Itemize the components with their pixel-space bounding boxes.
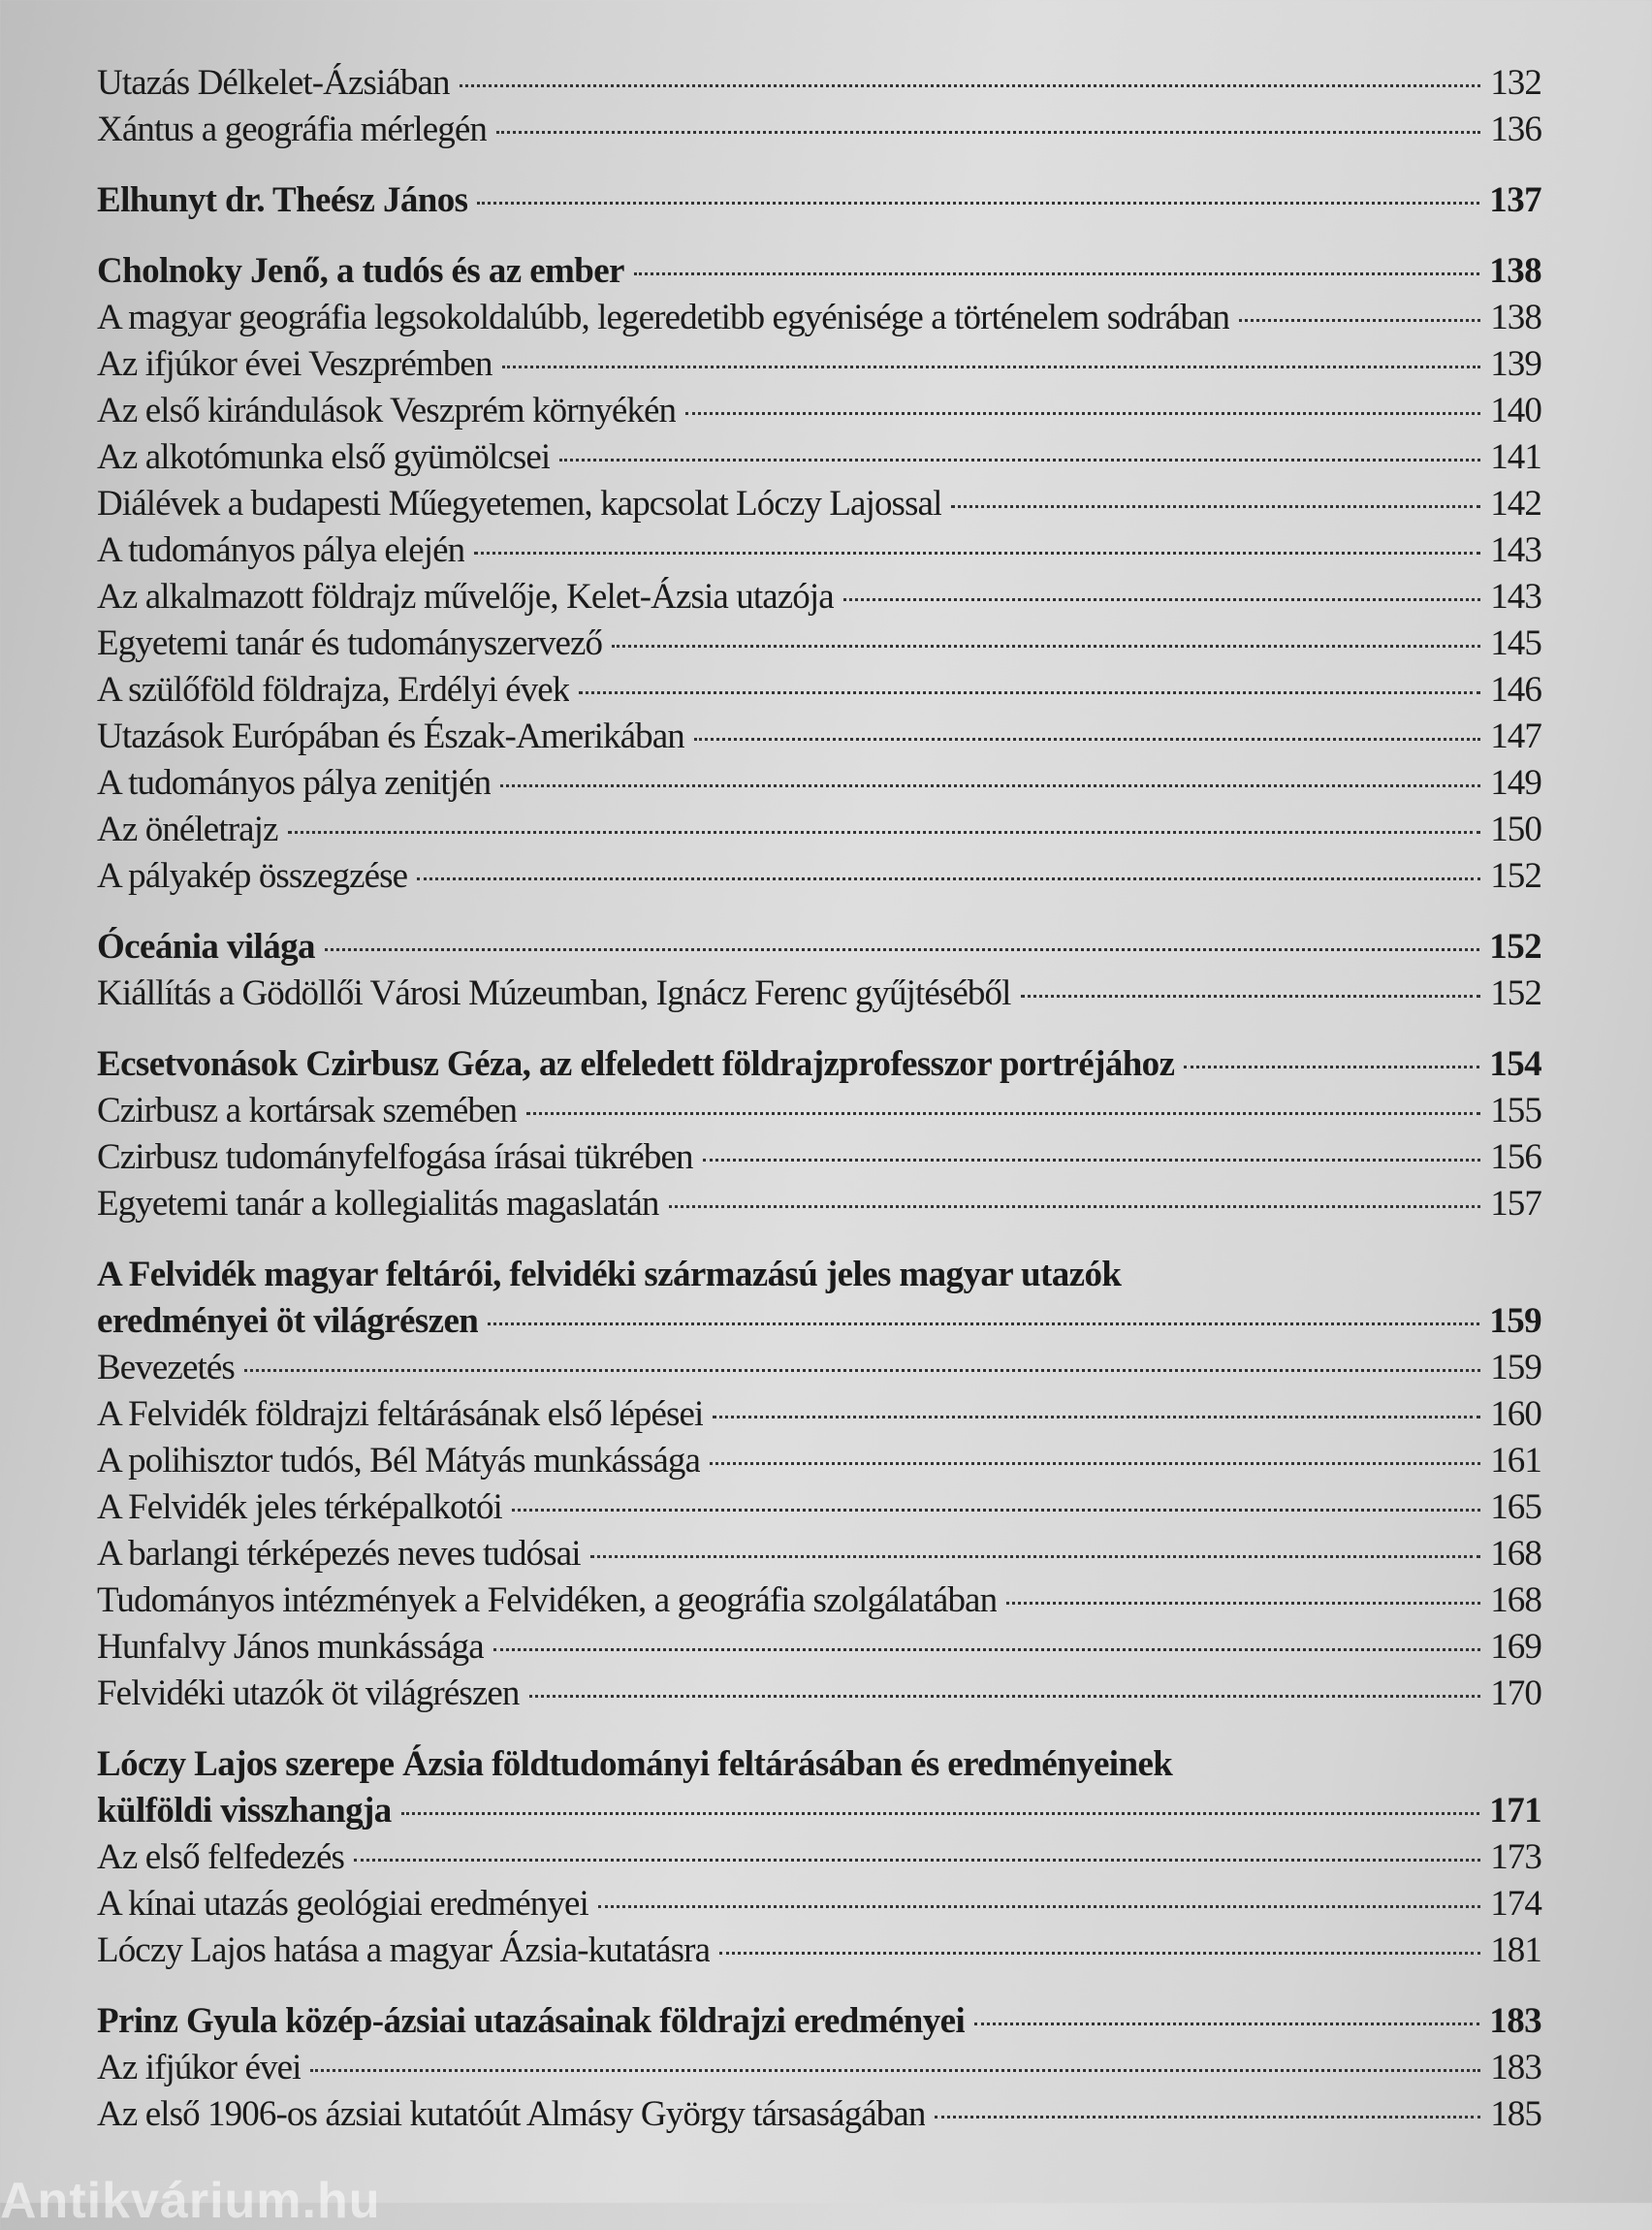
dot-leader bbox=[598, 1905, 1480, 1908]
page-number: 160 bbox=[1490, 1394, 1541, 1434]
toc-entry-title: Felvidéki utazók öt világrészen bbox=[97, 1673, 520, 1713]
dot-leader bbox=[669, 1205, 1481, 1208]
toc-entry[interactable] bbox=[97, 1531, 1541, 1577]
toc-entry-title: A pályakép összegzése bbox=[97, 856, 408, 896]
dot-leader bbox=[612, 645, 1480, 648]
dot-leader bbox=[310, 2069, 1480, 2072]
page-number: 150 bbox=[1490, 810, 1541, 849]
page-number: 152 bbox=[1490, 856, 1541, 896]
dot-leader bbox=[477, 202, 1479, 205]
toc-entry[interactable] bbox=[97, 1345, 1541, 1391]
toc-entry-title: Az ifjúkor évei Veszprémben bbox=[97, 344, 492, 384]
section-heading-entry[interactable] bbox=[97, 248, 1541, 295]
page-number: 154 bbox=[1489, 1044, 1541, 1084]
toc-entry-title: Czirbusz a kortársak szemében bbox=[97, 1091, 518, 1131]
page-number: 183 bbox=[1490, 2048, 1541, 2087]
dot-leader bbox=[579, 691, 1480, 694]
dot-leader bbox=[1006, 1602, 1480, 1605]
page-number: 145 bbox=[1490, 623, 1541, 663]
toc-entry[interactable] bbox=[97, 853, 1541, 900]
toc-entry-title: A polihisztor tudós, Bél Mátyás munkássága bbox=[97, 1441, 700, 1481]
toc-entry[interactable] bbox=[97, 971, 1541, 1017]
toc-entry[interactable] bbox=[97, 527, 1541, 574]
dot-leader bbox=[325, 948, 1479, 951]
toc-entry-title: Utazások Európában és Észak-Amerikában bbox=[97, 717, 684, 756]
section-heading-entry[interactable] bbox=[97, 1298, 1541, 1345]
toc-entry[interactable] bbox=[97, 1834, 1541, 1881]
toc-entry-title: Az alkotómunka első gyümölcsei bbox=[97, 437, 551, 477]
dot-leader bbox=[559, 459, 1480, 462]
dot-leader bbox=[710, 1462, 1480, 1465]
toc-entry[interactable] bbox=[97, 1181, 1541, 1227]
dot-leader bbox=[502, 366, 1481, 368]
page-number: 142 bbox=[1490, 484, 1541, 524]
section-heading-title: eredményei öt világrészen bbox=[97, 1301, 479, 1341]
toc-entry[interactable] bbox=[97, 714, 1541, 760]
dot-leader bbox=[288, 831, 1481, 834]
toc-entry[interactable] bbox=[97, 667, 1541, 714]
toc-entry[interactable] bbox=[97, 1438, 1541, 1484]
toc-entry-title: Bevezetés bbox=[97, 1348, 235, 1387]
dot-leader bbox=[401, 1812, 1480, 1815]
toc-entry-title: Egyetemi tanár a kollegialitás magaslatán bbox=[97, 1184, 659, 1224]
section-heading-title: külföldi visszhangja bbox=[97, 1791, 392, 1831]
toc-entry-title: Az első kirándulások Veszprém környékén bbox=[97, 391, 677, 430]
dot-leader bbox=[526, 1112, 1480, 1115]
toc-entry[interactable] bbox=[97, 2091, 1541, 2138]
section-heading-entry[interactable] bbox=[97, 1998, 1541, 2045]
toc-entry[interactable] bbox=[97, 1927, 1541, 1974]
page-number: 132 bbox=[1490, 63, 1541, 103]
dot-leader bbox=[529, 1695, 1481, 1698]
toc-entry[interactable] bbox=[97, 1881, 1541, 1927]
toc-entry[interactable] bbox=[97, 388, 1541, 434]
section-heading-title: Cholnoky Jenő, a tudós és az ember bbox=[97, 251, 624, 291]
page-number: 152 bbox=[1489, 927, 1541, 967]
dot-leader bbox=[703, 1159, 1481, 1162]
section-heading-entry[interactable] bbox=[97, 177, 1541, 224]
page-number: 174 bbox=[1490, 1884, 1541, 1924]
toc-entry-title: A barlangi térképezés neves tudósai bbox=[97, 1534, 581, 1574]
toc-entry[interactable] bbox=[97, 481, 1541, 527]
page-number: 137 bbox=[1489, 180, 1541, 220]
dot-leader bbox=[1021, 995, 1481, 998]
page-number: 183 bbox=[1489, 2001, 1541, 2041]
toc-entry-title: A tudományos pálya zenitjén bbox=[97, 763, 492, 803]
dot-leader bbox=[1239, 319, 1480, 322]
page-number: 185 bbox=[1490, 2094, 1541, 2134]
page-number: 159 bbox=[1490, 1348, 1541, 1387]
toc-entry-title: A Felvidék földrajzi feltárásának első lépései bbox=[97, 1394, 704, 1434]
page-number: 140 bbox=[1490, 391, 1541, 430]
dot-leader bbox=[417, 877, 1480, 880]
toc-entry-title: Lóczy Lajos hatása a magyar Ázsia-kutatásra bbox=[97, 1930, 711, 1970]
toc-entry[interactable] bbox=[97, 1391, 1541, 1438]
dot-leader bbox=[244, 1369, 1480, 1372]
section-heading-entry[interactable] bbox=[97, 924, 1541, 971]
toc-entry[interactable] bbox=[97, 807, 1541, 853]
toc-entry-title: Tudományos intézmények a Felvidéken, a geográfia szolgálatában bbox=[97, 1580, 998, 1620]
page-number: 138 bbox=[1490, 298, 1541, 337]
toc-entry-title: Egyetemi tanár és tudományszervező bbox=[97, 623, 603, 663]
page-number: 168 bbox=[1490, 1580, 1541, 1620]
page-number: 169 bbox=[1490, 1627, 1541, 1667]
dot-leader bbox=[460, 84, 1481, 87]
page-number: 165 bbox=[1490, 1487, 1541, 1527]
toc-entry[interactable] bbox=[97, 434, 1541, 481]
toc-entry-title: Diálévek a budapesti Műegyetemen, kapcsolat Lóczy Lajossal bbox=[97, 484, 942, 524]
page-number: 146 bbox=[1490, 670, 1541, 710]
dot-leader bbox=[474, 552, 1480, 555]
dot-leader bbox=[493, 1648, 1480, 1651]
toc-entry[interactable] bbox=[97, 760, 1541, 807]
toc-entry-title: Az első 1906-os ázsiai kutatóút Almásy György társaságában bbox=[97, 2094, 926, 2134]
page-number: 138 bbox=[1489, 251, 1541, 291]
toc-entry[interactable] bbox=[97, 1088, 1541, 1134]
page-number: 147 bbox=[1490, 717, 1541, 756]
page-number: 143 bbox=[1490, 577, 1541, 617]
toc-entry[interactable] bbox=[97, 60, 1541, 107]
dot-leader bbox=[935, 2116, 1480, 2118]
page-number: 157 bbox=[1490, 1184, 1541, 1224]
toc-entry-title: A tudományos pálya elején bbox=[97, 530, 465, 570]
toc-entry-title: Xántus a geográfia mérlegén bbox=[97, 110, 488, 149]
page-number: 171 bbox=[1489, 1791, 1541, 1831]
dot-leader bbox=[512, 1509, 1480, 1512]
section-heading-entry[interactable] bbox=[97, 1041, 1541, 1088]
page-number: 152 bbox=[1490, 973, 1541, 1013]
toc-entry[interactable] bbox=[97, 1134, 1541, 1181]
dot-leader bbox=[634, 272, 1479, 275]
toc-entry[interactable] bbox=[97, 295, 1541, 341]
toc-entry-title: A kínai utazás geológiai eredményei bbox=[97, 1884, 588, 1924]
toc-entry[interactable] bbox=[97, 2045, 1541, 2091]
page-number: 159 bbox=[1489, 1301, 1541, 1341]
table-of-contents bbox=[97, 60, 1541, 2138]
page-number: 149 bbox=[1490, 763, 1541, 803]
section-heading-title: Elhunyt dr. Theész János bbox=[97, 180, 468, 220]
toc-entry-title: A Felvidék jeles térképalkotói bbox=[97, 1487, 502, 1527]
dot-leader bbox=[1184, 1066, 1479, 1068]
toc-entry[interactable] bbox=[97, 1671, 1541, 1717]
toc-entry[interactable] bbox=[97, 1624, 1541, 1671]
page-number: 136 bbox=[1490, 110, 1541, 149]
toc-entry[interactable] bbox=[97, 621, 1541, 667]
dot-leader bbox=[590, 1555, 1481, 1558]
section-heading-title: Óceánia világa bbox=[97, 927, 315, 967]
toc-entry-title: Az ifjúkor évei bbox=[97, 2048, 302, 2087]
dot-leader bbox=[500, 784, 1480, 787]
dot-leader bbox=[713, 1416, 1480, 1418]
toc-entry-title: A magyar geográfia legsokoldalúbb, legeredetibb egyénisége a történelem sodrában bbox=[97, 298, 1230, 337]
watermark: Antikvárium.hu bbox=[0, 2173, 381, 2229]
page-number: 139 bbox=[1490, 344, 1541, 384]
page-number: 168 bbox=[1490, 1534, 1541, 1574]
section-heading-entry[interactable] bbox=[97, 1788, 1541, 1834]
toc-entry-title: Az első felfedezés bbox=[97, 1837, 344, 1877]
page-number: 161 bbox=[1490, 1441, 1541, 1481]
section-heading-line: Lóczy Lajos szerepe Ázsia földtudományi feltárásában és eredményeinek bbox=[97, 1744, 1173, 1784]
toc-entry[interactable] bbox=[97, 1577, 1541, 1624]
toc-entry-title: A szülőföld földrajza, Erdélyi évek bbox=[97, 670, 570, 710]
section-heading-line: A Felvidék magyar feltárói, felvidéki származású jeles magyar utazók bbox=[97, 1255, 1122, 1294]
dot-leader bbox=[354, 1859, 1480, 1862]
page-number: 181 bbox=[1490, 1930, 1541, 1970]
page-number: 170 bbox=[1490, 1673, 1541, 1713]
toc-entry[interactable] bbox=[97, 574, 1541, 621]
section-heading-title: Ecsetvonások Czirbusz Géza, az elfeledett földrajzprofesszor portréjához bbox=[97, 1044, 1175, 1084]
toc-entry-title: Czirbusz tudományfelfogása írásai tükrében bbox=[97, 1137, 693, 1177]
toc-entry-title: Kiállítás a Gödöllői Városi Múzeumban, Ignácz Ferenc gyűjtéséből bbox=[97, 973, 1011, 1013]
page-number: 173 bbox=[1490, 1837, 1541, 1877]
toc-entry[interactable] bbox=[97, 107, 1541, 153]
dot-leader bbox=[843, 598, 1480, 601]
page-number: 143 bbox=[1490, 530, 1541, 570]
dot-leader bbox=[974, 2023, 1479, 2025]
dot-leader bbox=[719, 1952, 1480, 1955]
dot-leader bbox=[488, 1322, 1479, 1325]
dot-leader bbox=[685, 412, 1480, 415]
page-number: 141 bbox=[1490, 437, 1541, 477]
section-heading-title: Prinz Gyula közép-ázsiai utazásainak földrajzi eredményei bbox=[97, 2001, 966, 2041]
toc-entry-title: Az alkalmazott földrajz művelője, Kelet-Ázsia utazója bbox=[97, 577, 834, 617]
toc-entry-title: Hunfalvy János munkássága bbox=[97, 1627, 484, 1667]
page-number: 155 bbox=[1490, 1091, 1541, 1131]
dot-leader bbox=[694, 738, 1480, 741]
dot-leader bbox=[951, 505, 1480, 508]
toc-entry-title: Utazás Délkelet-Ázsiában bbox=[97, 63, 450, 103]
page-number: 156 bbox=[1490, 1137, 1541, 1177]
toc-entry[interactable] bbox=[97, 341, 1541, 388]
dot-leader bbox=[496, 131, 1480, 134]
toc-entry[interactable] bbox=[97, 1484, 1541, 1531]
toc-entry-title: Az önéletrajz bbox=[97, 810, 278, 849]
